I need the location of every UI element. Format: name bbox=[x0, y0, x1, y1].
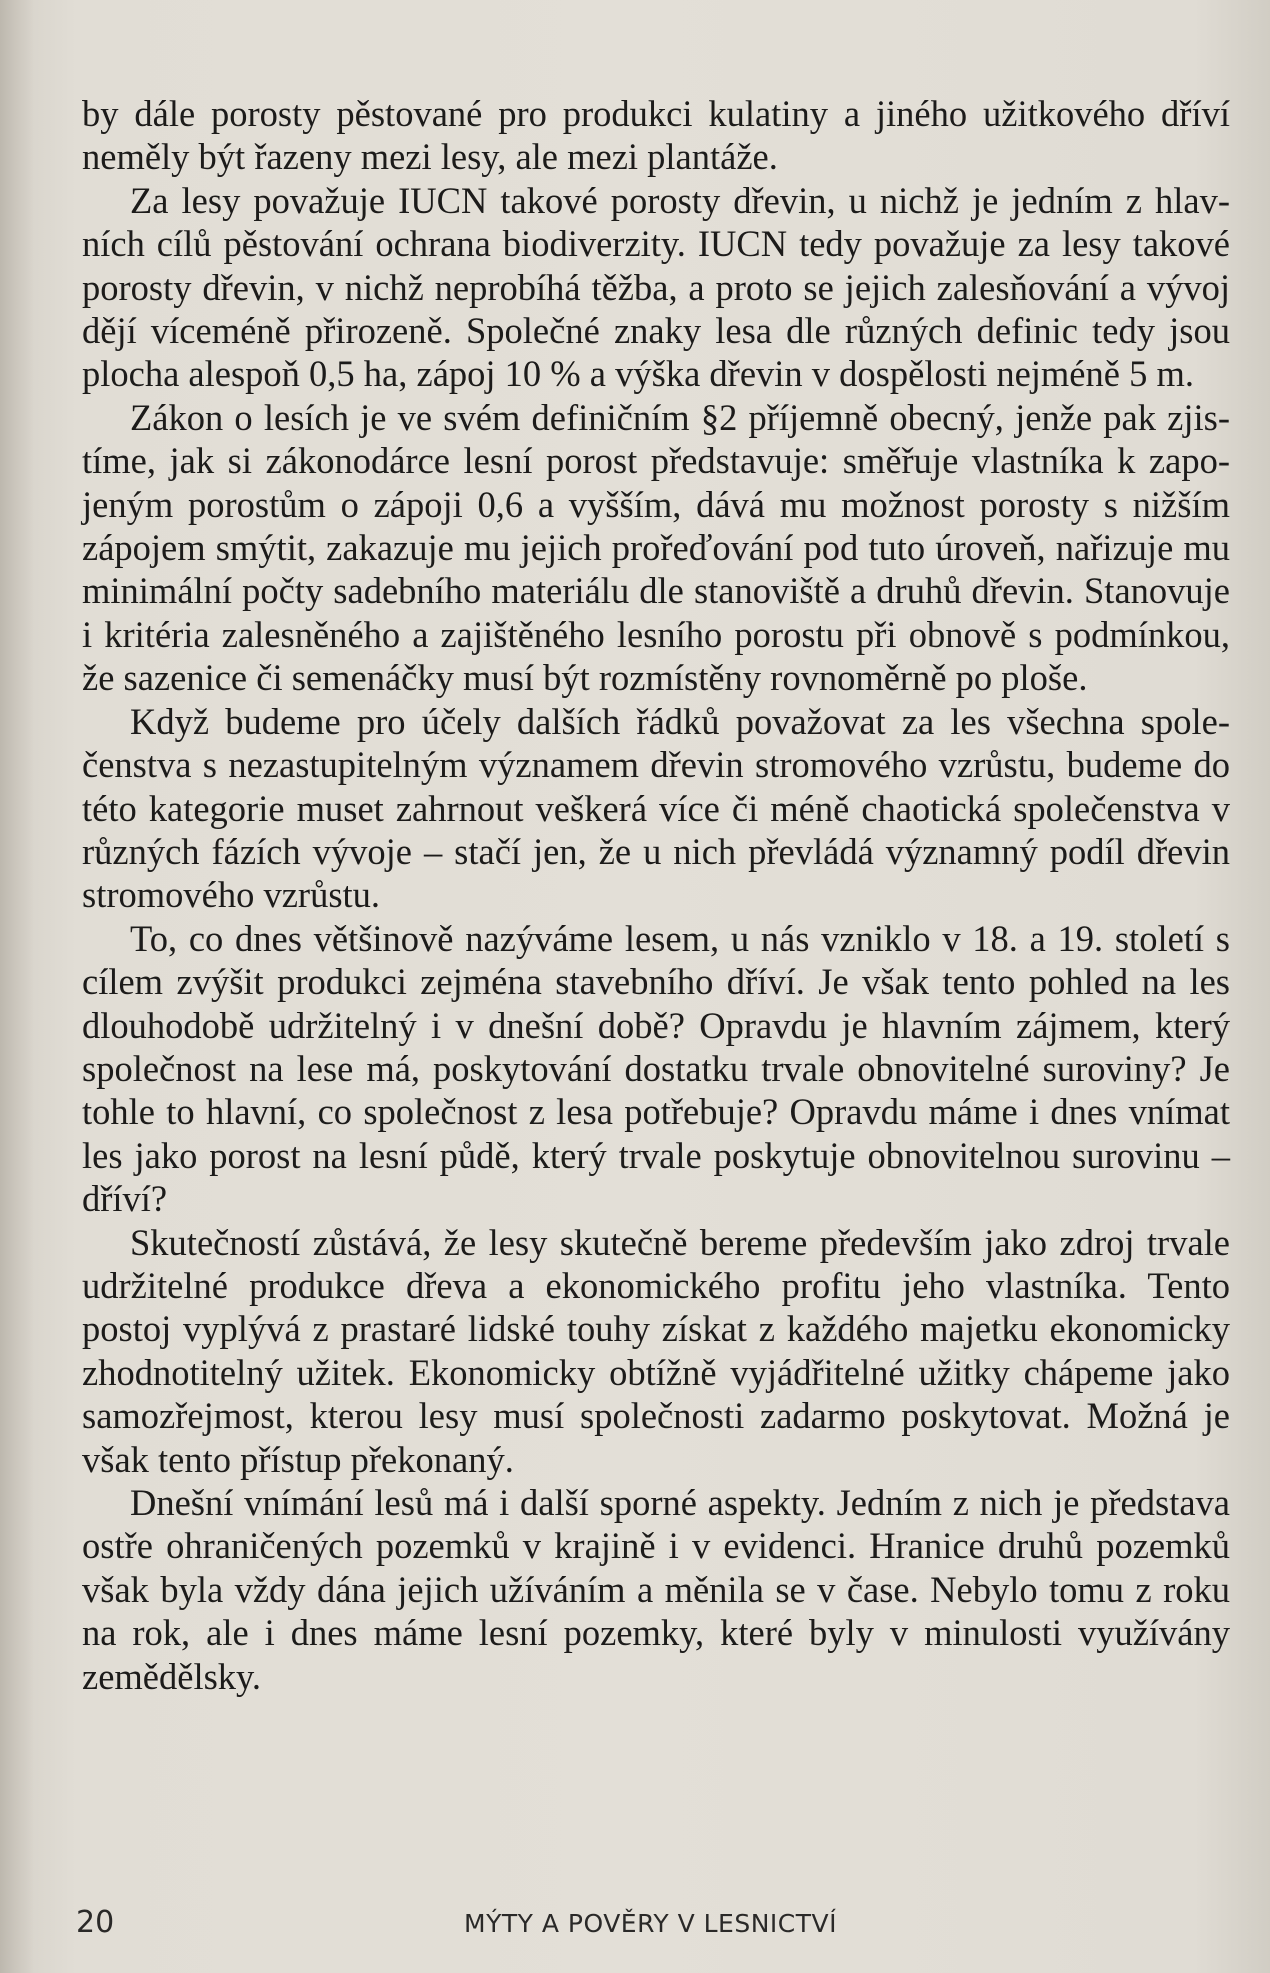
paragraph-4: Když budeme pro účely dalších řádků považovat za les všechna společenstva s nezastupitelným významem dřevin stromového vzrůstu, budeme do této kategorie muset zahrnout veškerá více či méně chaotická společenstva v různých fázích vývoje – stačí jen, že u nich převládá významný podíl dřevin stromového vzrůstu. bbox=[82, 700, 1230, 916]
page-footer bbox=[0, 1905, 1270, 1945]
body-text bbox=[82, 92, 1230, 1698]
paragraph-7: Dnešní vnímání lesů má i další sporné aspekty. Jedním z nich je představa ostře ohraničených pozemků v krajině i v evidenci. Hranice druhů pozemků však byla vždy dána jejich užíváním a měnila se v čase. Nebylo tomu z roku na rok, ale i dnes máme lesní pozemky, které byly v minulosti využívány zemědělsky. bbox=[82, 1482, 1230, 1697]
paragraph-3: Zákon o lesích je ve svém definičním §2 příjemně obecný, jenže pak zjistíme, jak si zákonodárce lesní porost představuje: směřuje vlastníka k zapojeným porostům o zápoji 0,6 a vyšším, dává mu možnost porosty s nižším zápojem smýtit, zakazuje mu jejich prořeďování pod tuto úroveň, nařizuje mu minimální počty sadebního materiálu dle stanoviště a druhů dřevin. Stanovuje i kritéria zalesněného a zajištěného lesního porostu při obnově s podmínkou, že sazenice či semenáčky musí být rozmístěny rovnoměrně po ploše. bbox=[82, 396, 1230, 699]
paragraph-5: To, co dnes většinově nazýváme lesem, u nás vzniklo v 18. a 19. století s cílem zvýšit produkci zejména stavebního dříví. Je však tento pohled na les dlouhodobě udržitelný i v dnešní době? Opravdu je hlavním zájmem, který společnost na lese má, poskytování dostatku trvale obnovitelné suroviny? Je tohle to hlavní, co společnost z lesa potřebuje? Opravdu máme i dnes vnímat les jako porost na lesní půdě, který trvale poskytuje obnovitelnou surovinu – dříví? bbox=[82, 917, 1230, 1220]
paragraph-2: Za lesy považuje IUCN takové porosty dřevin, u nichž je jedním z hlavních cílů pěstování ochrana biodiverzity. IUCN tedy považuje za lesy takové porosty dřevin, v nichž neprobíhá těžba, a proto se jejich zalesňování a vývoj dějí víceméně přirozeně. Společné znaky lesa dle různých definic tedy jsou plocha alespoň 0,5 ha, zápoj 10 % a výška dřevin v dospělosti nejméně 5 m. bbox=[82, 179, 1230, 395]
running-title: MÝTY A POVĚRY V LESNICTVÍ bbox=[464, 1909, 837, 1938]
paragraph-6: Skutečností zůstává, že lesy skutečně bereme především jako zdroj trvale udržitelné produkce dřeva a ekonomického profitu jeho vlastníka. Tento postoj vyplývá z prastaré lidské touhy získat z každého majetku ekonomicky zhodnotitelný užitek. Ekonomicky obtížně vyjádřitelné užitky chápeme jako samozřejmost, kterou lesy musí společnosti zadarmo poskytovat. Možná je však tento přístup překonaný. bbox=[82, 1221, 1230, 1480]
paragraph-1: by dále porosty pěstované pro produkci kulatiny a jiného užitkového dříví neměly být řazeny mezi lesy, ale mezi plantáže. bbox=[82, 93, 1230, 178]
page-gutter-shadow bbox=[0, 0, 34, 1973]
page-number: 20 bbox=[76, 1905, 115, 1940]
